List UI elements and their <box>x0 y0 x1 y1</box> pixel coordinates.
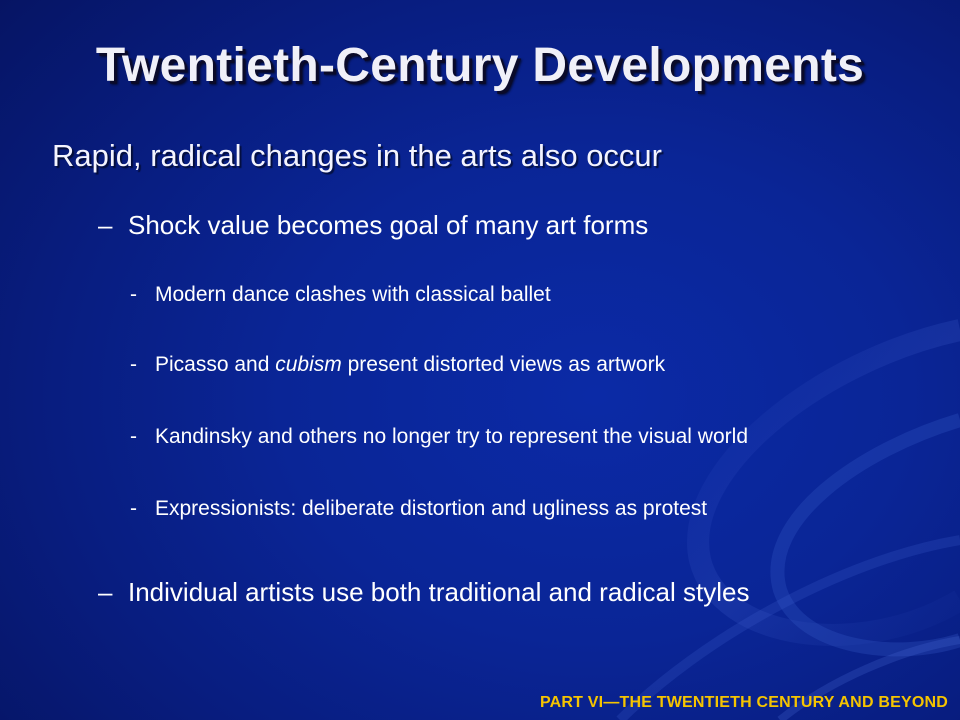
dash-marker: - <box>130 283 137 306</box>
bullet-text: Shock value becomes goal of many art forms <box>128 210 649 240</box>
footer-part-label: PART VI—THE TWENTIETH CENTURY AND BEYOND <box>539 694 948 711</box>
subsubbullet-modern-dance <box>130 283 551 307</box>
subbullet-individual-artists <box>98 577 749 608</box>
dash-marker: - <box>130 353 137 376</box>
subsubbullet-expressionists <box>130 497 707 521</box>
bullet-text: Expressionists: deliberate distortion and ugliness as protest <box>155 497 708 520</box>
subbullet-shock-value <box>98 210 648 241</box>
bullet-text: Kandinsky and others no longer try to represent the visual world <box>155 425 748 448</box>
dash-marker: - <box>130 497 137 520</box>
emphasis-term: cubism <box>275 353 342 376</box>
lead-bullet: Rapid, radical changes in the arts also occur <box>52 138 662 173</box>
bullet-text-end: present distorted views as artwork <box>341 353 666 376</box>
slide-title: Twentieth-Century Developments <box>95 39 865 92</box>
bullet-text-start: Picasso and <box>155 353 276 376</box>
dash-marker: – <box>98 577 113 607</box>
dash-marker: - <box>130 425 137 448</box>
subsubbullet-kandinsky <box>130 425 748 449</box>
bullet-text: Individual artists use both traditional and radical styles <box>128 577 750 607</box>
bullet-text: Modern dance clashes with classical ballet <box>155 283 551 306</box>
dash-marker: – <box>98 210 113 240</box>
subsubbullet-picasso-cubism <box>130 353 665 377</box>
